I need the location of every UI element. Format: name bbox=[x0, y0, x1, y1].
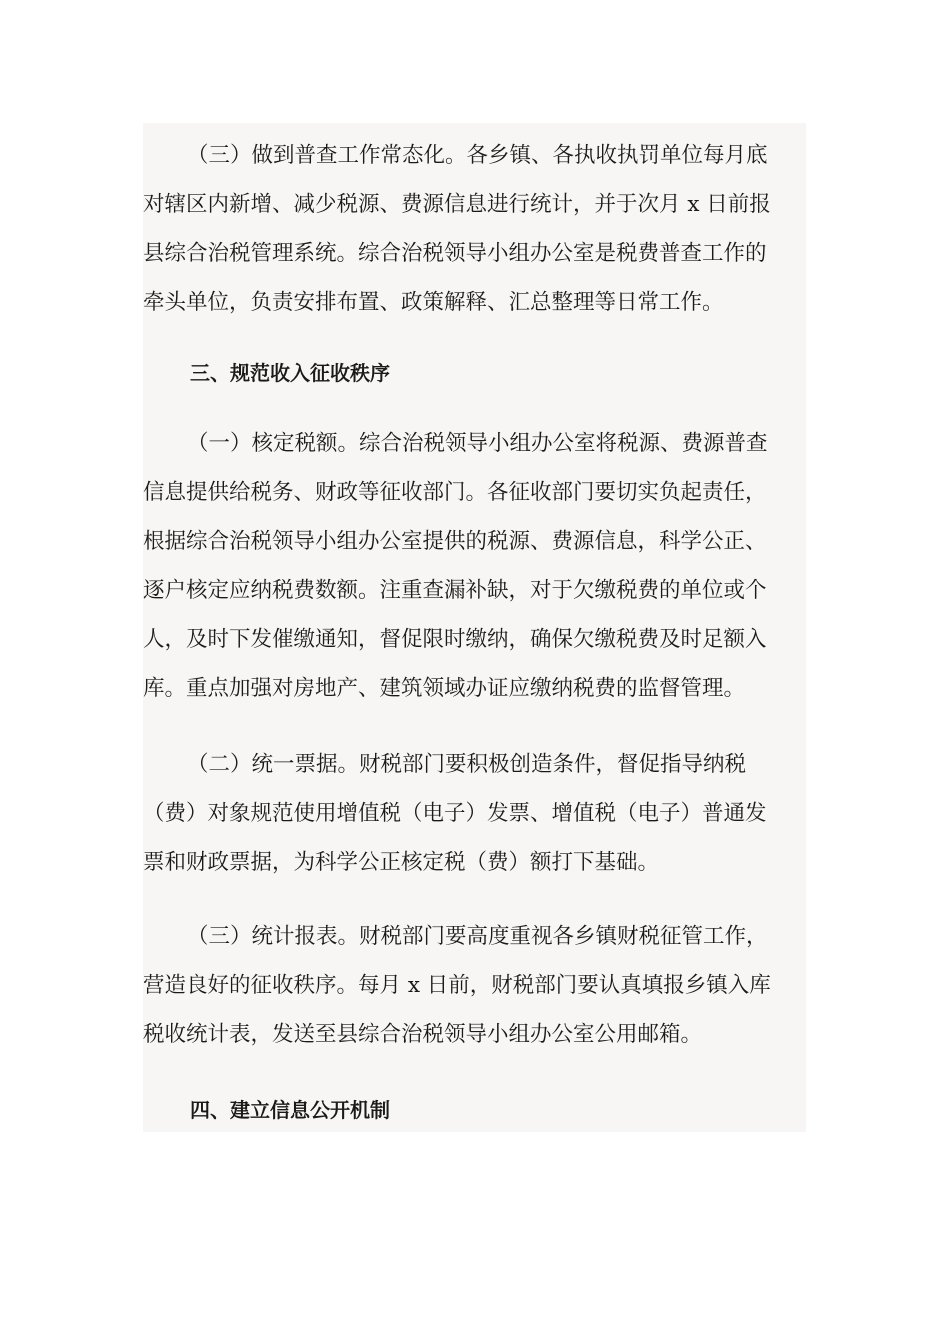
paragraph-statistical-reports bbox=[143, 912, 806, 1059]
paragraph-tax-assessment bbox=[143, 419, 806, 713]
paragraph-line: 票和财政票据，为科学公正核定税（费）额打下基础。 bbox=[143, 850, 660, 875]
paragraph-line: 信息提供给税务、财政等征收部门。各征收部门要切实负起责任， bbox=[143, 480, 767, 505]
paragraph-line: （三）做到普查工作常态化。各乡镇、各执收执罚单位每月底 bbox=[187, 143, 768, 168]
document-body bbox=[143, 123, 806, 1132]
paragraph-line: 逐户核定应纳税费数额。注重查漏补缺，对于欠缴税费的单位或个 bbox=[143, 578, 767, 603]
section-heading-3: 三、规范收入征收秩序 bbox=[190, 361, 390, 385]
paragraph-line: 税收统计表，发送至县综合治税领导小组办公室公用邮箱。 bbox=[143, 1022, 703, 1047]
paragraph-line: （二）统一票据。财税部门要积极创造条件，督促指导纳税 bbox=[187, 752, 747, 777]
paragraph-line: 县综合治税管理系统。综合治税领导小组办公室是税费普查工作的 bbox=[143, 241, 767, 266]
paragraph-census-normalization bbox=[143, 131, 806, 327]
paragraph-line: （费）对象规范使用增值税（电子）发票、增值税（电子）普通发 bbox=[143, 801, 767, 826]
paragraph-line: （三）统计报表。财税部门要高度重视各乡镇财税征管工作， bbox=[187, 924, 768, 949]
paragraph-line: 对辖区内新增、减少税源、费源信息进行统计，并于次月 x 日前报 bbox=[143, 192, 771, 217]
paragraph-line: 人，及时下发催缴通知，督促限时缴纳，确保欠缴税费及时足额入 bbox=[143, 627, 767, 652]
paragraph-line: 牵头单位，负责安排布置、政策解释、汇总整理等日常工作。 bbox=[143, 290, 724, 315]
section-heading-4: 四、建立信息公开机制 bbox=[190, 1098, 390, 1122]
paragraph-line: 库。重点加强对房地产、建筑领域办证应缴纳税费的监督管理。 bbox=[143, 676, 746, 701]
paragraph-line: 根据综合治税领导小组办公室提供的税源、费源信息，科学公正、 bbox=[143, 529, 767, 554]
paragraph-line: 营造良好的征收秩序。每月 x 日前，财税部门要认真填报乡镇入库 bbox=[143, 973, 771, 998]
paragraph-unified-invoices bbox=[143, 740, 806, 887]
paragraph-line: （一）核定税额。综合治税领导小组办公室将税源、费源普查 bbox=[187, 431, 768, 456]
